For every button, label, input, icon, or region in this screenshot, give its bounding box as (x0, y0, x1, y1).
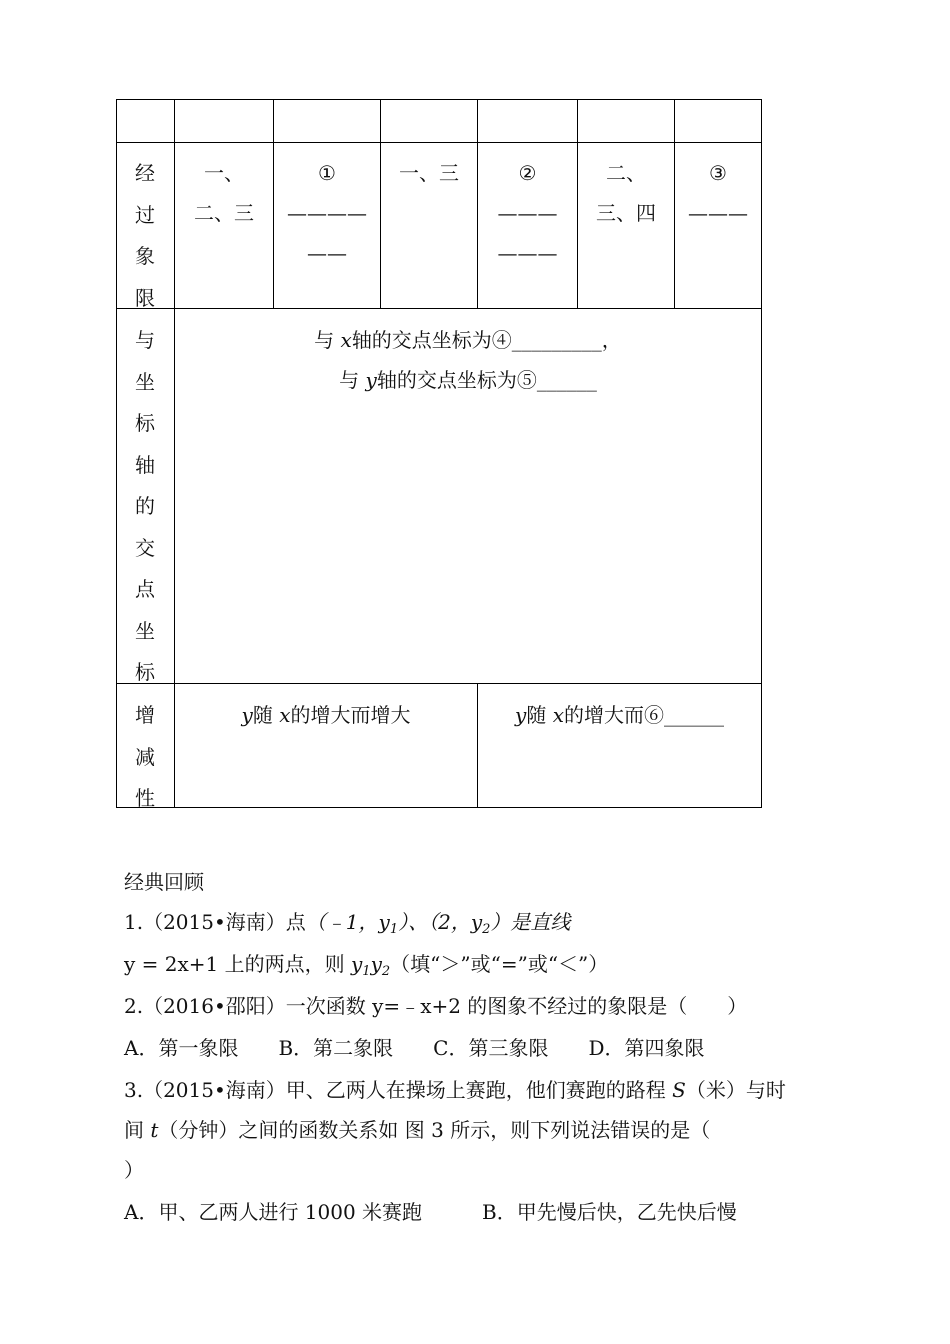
label-char: 象 (135, 244, 155, 268)
answer-blank-2: ② (518, 161, 537, 185)
cell-line: 三、四 (596, 201, 656, 225)
comparison-table (116, 99, 762, 808)
label-char: 与 (135, 328, 155, 352)
label-char: 限 (135, 285, 155, 310)
cell-line: 一、 (204, 161, 244, 185)
label-char: 坐 (135, 618, 155, 643)
label-char: 交 (135, 535, 155, 560)
label-char: 标 (135, 660, 155, 684)
label-char: 标 (135, 411, 155, 435)
label-char: 增 (135, 703, 155, 727)
quadrant-cell-2 (274, 153, 380, 273)
quadrant-cell-5 (578, 153, 674, 233)
increasing-cell: y随 x的增大而增大 (241, 703, 411, 727)
question-1-line-1: 1.（2015•海南）点（﹣1，$y_1$）、（2，$y_2$）是直线 (124, 910, 571, 937)
y-axis-intersection: 与 y轴的交点坐标为⑤______ (339, 368, 597, 392)
table-border-left (116, 99, 117, 808)
cell-line: —— (307, 241, 347, 265)
question-2-line-1: 2.（2016•邵阳）一次函数 y=﹣x+2 的图象不经过的象限是（ ） (124, 994, 748, 1018)
label-char: 轴 (135, 452, 155, 477)
cell-line: 一、三 (399, 161, 459, 185)
question-3-line-1: 3.（2015•海南）甲、乙两人在操场上赛跑，他们赛跑的路程 S（米）与时 (124, 1078, 786, 1102)
section-title: 经典回顾 (124, 870, 204, 894)
label-char: 过 (135, 202, 155, 227)
label-char: 坐 (135, 369, 155, 394)
column-divider (380, 99, 381, 309)
answer-blank-1: ① (318, 161, 336, 185)
answer-blank-3: ③ (709, 161, 727, 185)
table-border-top (116, 99, 762, 100)
cell-line: 二、 (606, 161, 646, 185)
label-char: 点 (135, 577, 155, 601)
intersection-cell (175, 320, 761, 400)
row-label-intersections (125, 320, 165, 694)
quadrant-cell-6 (675, 153, 761, 233)
question-3-line-2: 间 t（分钟）之间的函数关系如 图 3 所示，则下列说法错误的是（ (124, 1118, 711, 1142)
row-divider (116, 683, 762, 684)
quadrant-cell-4 (478, 153, 577, 273)
cell-line: ——— (497, 241, 558, 265)
question-3-options: A．甲、乙两人进行 1000 米赛跑 B．甲先慢后快，乙先快后慢 (124, 1200, 737, 1224)
x-axis-intersection: 与 x轴的交点坐标为④_________， (314, 328, 622, 352)
label-char: 减 (135, 744, 155, 769)
row-label-monotonicity (125, 695, 165, 820)
question-2-options: A．第一象限 B．第二象限 C．第三象限 D．第四象限 (124, 1036, 705, 1060)
cell-line: ——— (497, 201, 558, 225)
cell-line: ———— (287, 201, 367, 225)
table-border-right (761, 99, 762, 808)
quadrant-cell-3 (381, 153, 477, 193)
row-divider (116, 142, 762, 143)
cell-line: ——— (688, 201, 748, 225)
quadrant-cell-1 (175, 153, 273, 233)
question-3-line-3: ） (124, 1158, 144, 1182)
label-char: 经 (135, 161, 155, 185)
label-char: 的 (135, 494, 155, 518)
row-label-quadrants (125, 153, 165, 319)
row-divider (116, 308, 762, 309)
table-border-bottom (116, 807, 762, 808)
label-char: 性 (135, 786, 155, 810)
question-1-line-2: y = 2x+1 上的两点，则 $y_1y_2$（填“＞”或“=”或“＜”） (124, 952, 609, 979)
cell-line: 二、三 (194, 201, 254, 225)
decreasing-cell: y随 x的增大而⑥______ (515, 703, 724, 727)
